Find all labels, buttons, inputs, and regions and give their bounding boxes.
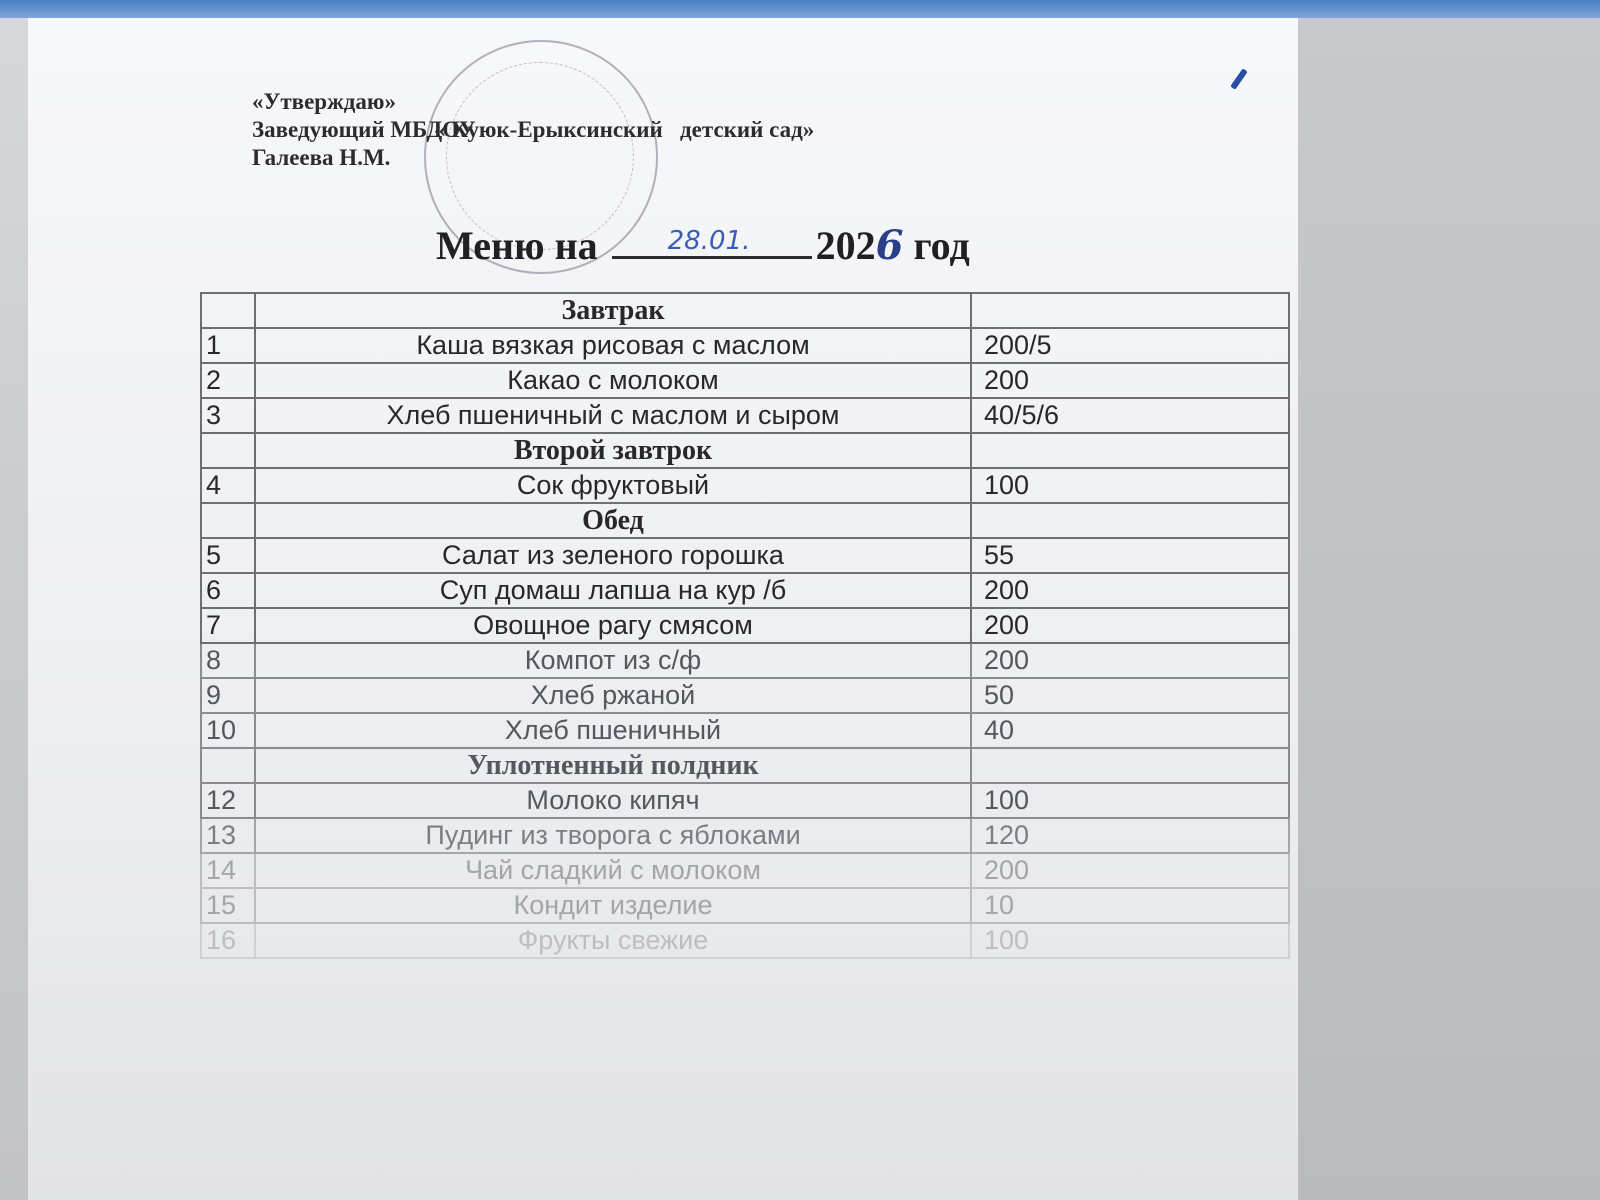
table-row <box>201 713 1289 748</box>
dish-name: Кондит изделие <box>255 888 971 923</box>
item-number: 9 <box>201 678 255 713</box>
title-suffix: год <box>913 223 970 268</box>
portion-size: 120 <box>971 818 1289 853</box>
approval-block <box>252 88 815 172</box>
table-row <box>201 363 1289 398</box>
item-number: 4 <box>201 468 255 503</box>
section-title: Второй завтрок <box>255 433 971 468</box>
menu-table <box>200 292 1290 959</box>
dish-name: Сок фруктовый <box>255 468 971 503</box>
page-title <box>436 222 970 269</box>
table-row <box>201 923 1289 958</box>
portion-size: 100 <box>971 783 1289 818</box>
item-number: 14 <box>201 853 255 888</box>
portion-size: 50 <box>971 678 1289 713</box>
date-blank <box>612 222 812 259</box>
table-row <box>201 783 1289 818</box>
dish-name: Овощное рагу смясом <box>255 608 971 643</box>
portion-size: 40 <box>971 713 1289 748</box>
item-number: 2 <box>201 363 255 398</box>
section-number-cell <box>201 433 255 468</box>
approval-signatory: Галеева Н.М. <box>252 145 391 170</box>
section-title: Завтрак <box>255 293 971 328</box>
title-prefix: Меню на <box>436 223 598 268</box>
portion-size: 200 <box>971 608 1289 643</box>
portion-size: 200/5 <box>971 328 1289 363</box>
dish-name: Пудинг из творога с яблоками <box>255 818 971 853</box>
item-number: 3 <box>201 398 255 433</box>
item-number: 8 <box>201 643 255 678</box>
portion-size: 40/5/6 <box>971 398 1289 433</box>
table-row <box>201 468 1289 503</box>
table-row <box>201 398 1289 433</box>
approval-organization: « Куюк-Ерыксинский детский сад» <box>434 117 815 142</box>
section-portion-cell <box>971 293 1289 328</box>
table-row <box>201 818 1289 853</box>
dish-name: Салат из зеленого горошка <box>255 538 971 573</box>
dish-name: Компот из с/ф <box>255 643 971 678</box>
screen-background <box>1298 18 1600 1200</box>
item-number: 6 <box>201 573 255 608</box>
table-row <box>201 643 1289 678</box>
dish-name: Каша вязкая рисовая с маслом <box>255 328 971 363</box>
section-portion-cell <box>971 433 1289 468</box>
item-number: 1 <box>201 328 255 363</box>
dish-name: Молоко кипяч <box>255 783 971 818</box>
item-number: 16 <box>201 923 255 958</box>
section-row <box>201 748 1289 783</box>
window-top-bar <box>0 0 1600 18</box>
item-number: 5 <box>201 538 255 573</box>
dish-name: Фрукты свежие <box>255 923 971 958</box>
portion-size: 200 <box>971 643 1289 678</box>
portion-size: 100 <box>971 468 1289 503</box>
section-title: Обед <box>255 503 971 538</box>
section-number-cell <box>201 748 255 783</box>
table-row <box>201 573 1289 608</box>
portion-size: 100 <box>971 923 1289 958</box>
section-title: Уплотненный полдник <box>255 748 971 783</box>
section-portion-cell <box>971 748 1289 783</box>
portion-size: 200 <box>971 573 1289 608</box>
handwritten-date: 28.01. <box>667 226 751 256</box>
table-row <box>201 678 1289 713</box>
title-year: 202 <box>815 223 876 268</box>
section-row <box>201 293 1289 328</box>
portion-size: 200 <box>971 363 1289 398</box>
dish-name: Хлеб пшеничный с маслом и сыром <box>255 398 971 433</box>
table-row <box>201 853 1289 888</box>
handwritten-year-digit: 6 <box>875 222 904 269</box>
portion-size: 55 <box>971 538 1289 573</box>
section-number-cell <box>201 293 255 328</box>
item-number: 10 <box>201 713 255 748</box>
table-row <box>201 538 1289 573</box>
section-row <box>201 503 1289 538</box>
section-row <box>201 433 1289 468</box>
dish-name: Хлеб пшеничный <box>255 713 971 748</box>
approval-line: «Утверждаю» <box>252 89 396 114</box>
dish-name: Суп домаш лапша на кур /б <box>255 573 971 608</box>
dish-name: Чай сладкий с молоком <box>255 853 971 888</box>
portion-size: 10 <box>971 888 1289 923</box>
item-number: 7 <box>201 608 255 643</box>
item-number: 15 <box>201 888 255 923</box>
portion-size: 200 <box>971 853 1289 888</box>
dish-name: Хлеб ржаной <box>255 678 971 713</box>
table-row <box>201 888 1289 923</box>
section-portion-cell <box>971 503 1289 538</box>
item-number: 13 <box>201 818 255 853</box>
table-row <box>201 328 1289 363</box>
section-number-cell <box>201 503 255 538</box>
approval-position: Заведующий МБДОУ <box>252 117 476 142</box>
dish-name: Какао с молоком <box>255 363 971 398</box>
table-row <box>201 608 1289 643</box>
item-number: 12 <box>201 783 255 818</box>
